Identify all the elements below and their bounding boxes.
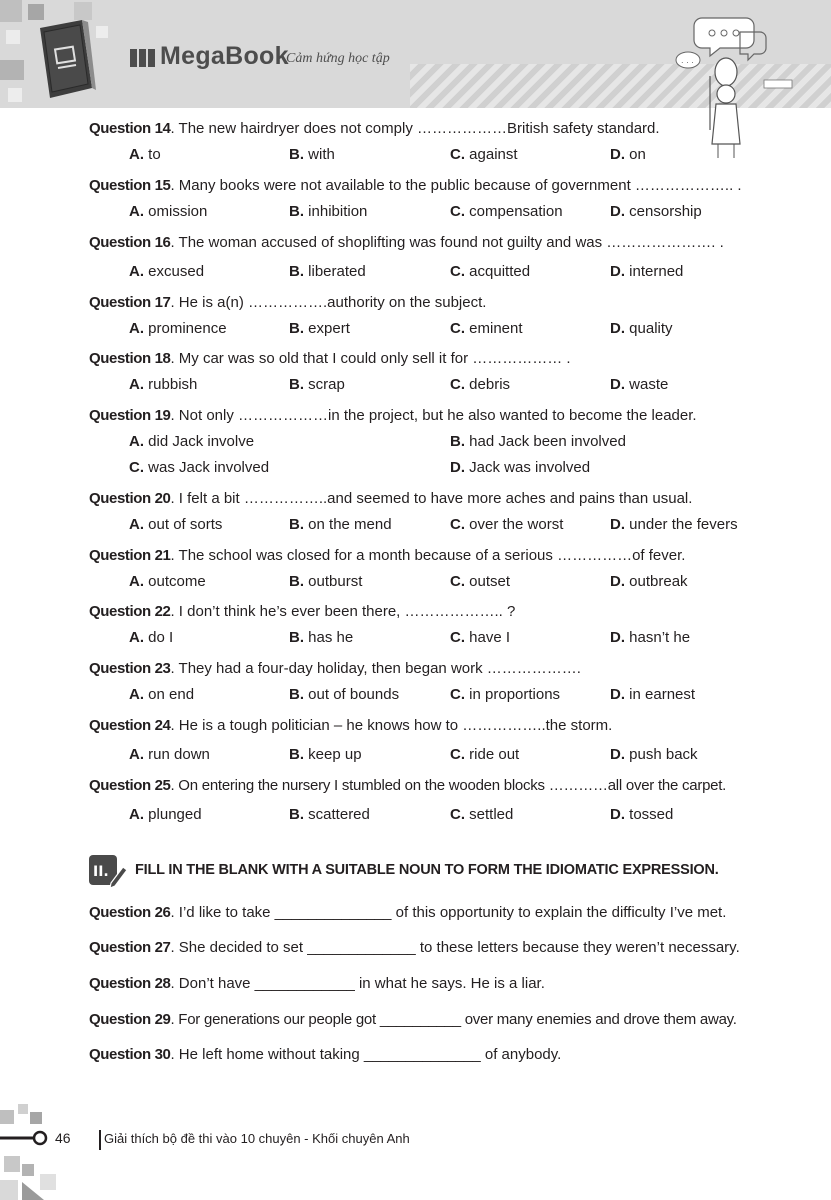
question-stem: Question 24. He is a tough politician – he knows how to ……………..the storm. [89,717,613,734]
option-b: B. keep up [289,746,362,763]
option-b: B. with [289,146,335,163]
book-icon [30,18,100,102]
brand-name: MegaBook [160,42,289,70]
section-pencil-icon [89,853,127,891]
option-a: A. rubbish [129,376,198,393]
option-d: D. tossed [610,806,674,823]
fill-question: Question 26. I’d like to take ______________ of this opportunity to explain the difficulty I’ve met. [89,904,727,921]
question-stem: Question 25. On entering the nursery I stumbled on the wooden blocks …………all over the carpet. [89,777,727,794]
section-numeral: II. [93,864,109,880]
option-a: A. plunged [129,806,202,823]
fill-question: Question 28. Don’t have ____________ in what he says. He is a liar. [89,975,545,992]
option-a: A. excused [129,263,205,280]
page-number: 46 [55,1130,71,1146]
option-c: C. acquitted [450,263,531,280]
option-a: A. prominence [129,320,227,337]
option-a: A. run down [129,746,210,763]
question-stem: Question 17. He is a(n) …………….authority on the subject. [89,294,487,311]
option-c: C. over the worst [450,516,564,533]
option-d: D. quality [610,320,673,337]
svg-text:. . .: . . . [681,56,694,65]
question-stem: Question 18. My car was so old that I could only sell it for ……………… . [89,350,571,367]
fill-question: Question 30. He left home without taking ______________ of anybody. [89,1046,562,1063]
footer-divider [99,1130,101,1150]
option-d: D. under the fevers [610,516,738,533]
option-b: B. had Jack been involved [450,433,626,450]
option-c: C. ride out [450,746,520,763]
option-a: A. outcome [129,573,206,590]
option-a: A. to [129,146,161,163]
option-a: A. do I [129,629,174,646]
option-b: B. on the mend [289,516,392,533]
question-stem: Question 19. Not only ………………in the project, but he also wanted to become the leader. [89,407,697,424]
question-stem: Question 20. I felt a bit ……………..and seemed to have more aches and pains than usual. [89,490,693,507]
question-stem: Question 14. The new hairdryer does not comply ………………British safety standard. [89,120,660,137]
footer-decoration-icon [0,1100,80,1200]
option-d: D. in earnest [610,686,696,703]
megabook-logo-icon [130,45,158,71]
option-d: D. outbreak [610,573,688,590]
section-title: FILL IN THE BLANK WITH A SUITABLE NOUN TO FORM THE IDIOMATIC EXPRESSION. [135,862,719,878]
option-d: D. on [610,146,646,163]
option-c: C. debris [450,376,511,393]
option-d: D. Jack was involved [450,459,591,476]
option-c: C. compensation [450,203,563,220]
fill-question: Question 29. For generations our people got __________ over many enemies and drove them away. [89,1011,737,1028]
decor-square [0,60,24,80]
option-b: B. liberated [289,263,366,280]
option-b: B. outburst [289,573,363,590]
option-c: C. was Jack involved [129,459,270,476]
question-stem: Question 15. Many books were not available to the public because of government ……………….. . [89,177,742,194]
book-title: Giải thích bộ đề thi vào 10 chuyên - Khối chuyên Anh [104,1131,410,1146]
option-a: A. did Jack involve [129,433,255,450]
option-b: B. out of bounds [289,686,400,703]
option-d: D. waste [610,376,669,393]
option-d: D. censorship [610,203,702,220]
question-stem: Question 23. They had a four-day holiday, then began work ………………. [89,660,581,677]
decor-square [0,0,22,22]
option-b: B. has he [289,629,354,646]
option-c: C. outset [450,573,511,590]
decor-square [8,88,22,102]
option-b: B. scattered [289,806,370,823]
option-c: C. have I [450,629,511,646]
option-c: C. settled [450,806,514,823]
option-c: C. eminent [450,320,523,337]
option-d: D. push back [610,746,698,763]
option-d: D. interned [610,263,684,280]
option-c: C. against [450,146,518,163]
option-b: B. inhibition [289,203,368,220]
option-a: A. on end [129,686,195,703]
option-b: B. scrap [289,376,345,393]
question-stem: Question 22. I don’t think he’s ever been there, ……………….. ? [89,603,516,620]
option-a: A. out of sorts [129,516,223,533]
option-b: B. expert [289,320,350,337]
brand-slogan: Cảm hứng học tập [286,51,390,66]
fill-question: Question 27. She decided to set _____________ to these letters because they weren’t necessary. [89,939,740,956]
option-d: D. hasn’t he [610,629,691,646]
option-a: A. omission [129,203,208,220]
question-stem: Question 16. The woman accused of shoplifting was found not guilty and was …………………. . [89,234,724,251]
royal-guard-illustration-icon [670,10,800,160]
option-c: C. in proportions [450,686,561,703]
question-stem: Question 21. The school was closed for a month because of a serious ……………of fever. [89,547,686,564]
decor-square [6,30,20,44]
